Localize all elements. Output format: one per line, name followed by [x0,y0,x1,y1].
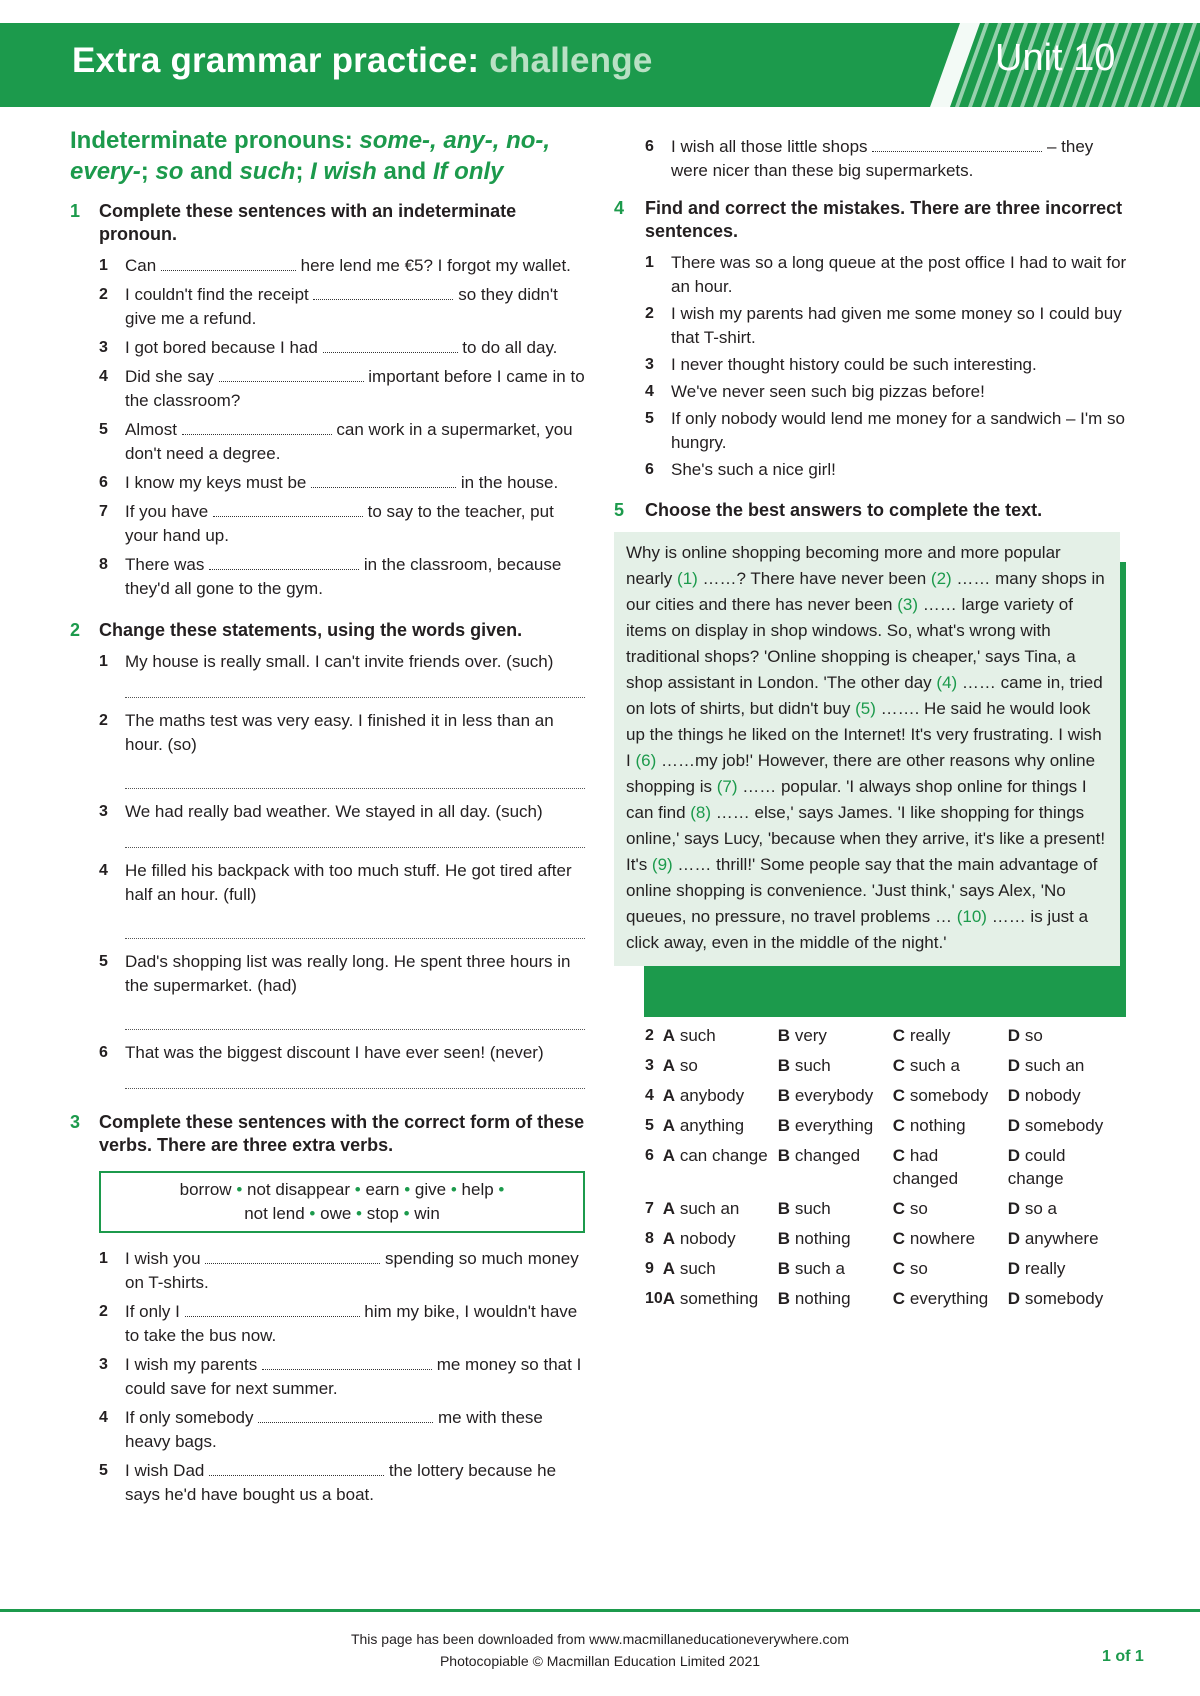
option-text: anything [679,1116,745,1135]
question-number: 7 [645,1200,654,1217]
footer-divider [0,1609,1200,1612]
title-highlight: challenge [489,41,653,80]
option-text: anywhere [1024,1229,1099,1248]
option-text: nothing [794,1229,851,1248]
option-letter: B [777,1086,791,1105]
answer-option-d[interactable] [1008,1114,1123,1144]
list-item: 5 I wish Dad the lottery because he says he'd have bought us a boat. [99,1461,557,1504]
answer-option-d[interactable] [1008,1054,1123,1084]
option-letter: C [892,1086,906,1105]
answer-option-b[interactable] [778,1054,893,1084]
title-main: Extra grammar practice: [72,41,480,80]
gap-number: (7) [716,777,738,796]
question-number: 10 [645,1290,663,1307]
answer-blank[interactable] [209,554,359,570]
answer-option-b[interactable] [778,1257,893,1287]
option-text: such an [1024,1056,1085,1075]
option-letter: A [662,1199,676,1218]
left-column [70,125,585,1512]
list-item: 1 There was so a long queue at the post office I had to wait for an hour. [645,253,1127,296]
option-letter: D [1007,1086,1021,1105]
option-text: such a [794,1259,845,1278]
answer-option-b[interactable] [778,1227,893,1257]
footer-copyright: Photocopiable © Macmillan Education Limited 2021 [439,1653,761,1669]
option-letter: C [892,1229,906,1248]
option-letter: D [1007,1289,1021,1308]
list-item: 4 We've never seen such big pizzas before! [645,382,985,401]
option-text: really [909,1026,951,1045]
list-item: 1 My house is really small. I can't invite friends over. (such) [99,650,585,698]
option-text: had changed [892,1146,959,1188]
list-item: 5 Dad's shopping list was really long. He spent three hours in the supermarket. (had) [99,950,585,1030]
option-text: everything [909,1289,989,1308]
option-letter: A [662,1289,676,1308]
list-item: 2 The maths test was very easy. I finished it in less than an hour. (so) [99,709,585,789]
option-text: changed [794,1146,861,1165]
list-item: 6 She's such a nice girl! [645,460,836,479]
answer-blank[interactable] [219,366,364,382]
option-text: such a [909,1056,960,1075]
gap-number: (10) [956,907,987,926]
option-text: such an [679,1199,740,1218]
list-item: 4 He filled his backpack with too much stuff. He got tired after half an hour. (full) [99,859,585,939]
option-text: such [794,1056,831,1075]
exercise-4-title: 4 Find and correct the mistakes. There are three incorrect sentences. [614,198,1123,241]
option-letter: B [777,1229,791,1248]
list-item: 2 If only I him my bike, I wouldn't have to take the bus now. [99,1302,578,1345]
option-letter: D [1007,1026,1021,1045]
answer-option-a[interactable] [663,1197,778,1227]
option-letter: A [662,1259,676,1278]
option-letter: B [777,1199,791,1218]
option-text: nowhere [909,1229,976,1248]
answer-blank[interactable] [161,255,296,271]
option-letter: C [892,1259,906,1278]
answer-option-a[interactable] [663,1227,778,1257]
option-letter: D [1007,1056,1021,1075]
gap-number: (2) [930,569,952,588]
answer-option-d[interactable] [1008,1197,1123,1227]
option-text: anybody [679,1086,745,1105]
options-row [614,1144,1123,1197]
exercise-3-items [99,1247,585,1507]
exercise-3-title: 3 Complete these sentences with the correct form of these verbs. There are three extra verbs. [70,1112,585,1155]
exercise-2-title: 2 Change these statements, using the words given. [70,620,523,640]
unit-label: Unit 10 [995,37,1116,79]
page-header [0,23,1200,107]
option-letter: A [662,1146,676,1165]
text-segment: Why is online shopping becoming more and more popular nearly [626,543,1061,588]
answer-option-c[interactable] [893,1227,1008,1257]
page-title [72,41,652,81]
answer-blank[interactable] [262,1354,432,1370]
list-item: 1 I wish you spending so much money on T-shirts. [99,1249,579,1292]
section-heading: Indeterminate pronouns: some-, any-, no-, every-; so and such; I wish and If only [70,127,551,185]
text-segment: ……? There have never been [697,569,931,588]
exercise-1-title: 1 Complete these sentences with an indeterminate pronoun. [70,201,517,244]
answer-blank[interactable] [258,1407,433,1423]
list-item: 4 Did she say important before I came in to the classroom? [99,367,585,410]
answer-line[interactable] [125,921,585,939]
option-letter: D [1007,1229,1021,1248]
list-item: 3 I never thought history could be such interesting. [645,355,1037,374]
answer-blank[interactable] [311,472,456,488]
list-item: 6 I know my keys must be in the house. [99,473,559,492]
question-number: 3 [645,1057,654,1074]
question-number: 5 [645,1117,654,1134]
option-letter: A [662,1116,676,1135]
answer-option-b[interactable] [778,1287,893,1317]
gap-number: (5) [855,699,876,718]
text-segment: …… thrill!' Some people say that the main advantage of online shopping is convenience. 'Just think,' says Alex, 'No queues, no pressure, no travel problems … [626,855,1098,926]
option-text: such [679,1026,716,1045]
option-letter: D [1007,1259,1021,1278]
right-column [614,135,1134,1317]
answer-option-c[interactable] [893,1197,1008,1227]
answer-option-a[interactable] [663,1054,778,1084]
answer-option-d[interactable] [1008,1227,1123,1257]
option-letter: D [1007,1199,1021,1218]
options-row [614,1114,1123,1144]
option-text: really [1024,1259,1066,1278]
list-item: 2 I couldn't find the receipt so they didn't give me a refund. [99,285,558,328]
text-segment: …… is just a click away, even in the middle of the night.' [626,907,1089,952]
option-letter: B [777,1259,791,1278]
answer-option-d[interactable] [1008,1024,1123,1054]
option-text: something [679,1289,759,1308]
answer-blank[interactable] [185,1301,360,1317]
option-text: so [679,1056,698,1075]
exercise-2-items [99,650,585,1089]
option-letter: D [1007,1116,1021,1135]
page-number: 1 of 1 [1102,1648,1144,1665]
option-text: nothing [794,1289,851,1308]
list-item: 2 I wish my parents had given me some money so I could buy that T-shirt. [645,304,1122,347]
question-number: 9 [645,1260,654,1277]
option-letter: C [892,1199,906,1218]
list-item: 6 I wish all those little shops – they were nicer than these big supermarkets. [645,137,1094,180]
question-number: 2 [645,1027,654,1044]
options-row [614,1257,1123,1287]
list-item: 3 I got bored because I had to do all day. [99,338,558,357]
answer-option-c[interactable] [893,1287,1008,1317]
answer-line[interactable] [125,1071,585,1089]
option-letter: B [777,1289,791,1308]
option-letter: A [662,1056,676,1075]
option-text: so [909,1259,928,1278]
answer-option-a[interactable] [663,1024,778,1054]
options-row [614,1227,1123,1257]
answer-option-d[interactable] [1008,1084,1123,1114]
option-text: somebody [1024,1289,1104,1308]
option-text: so [1024,1026,1043,1045]
text-segment: …… popular. 'I always shop online for things I can find [626,777,1087,822]
list-item: 3 I wish my parents me money so that I could save for next summer. [99,1355,582,1398]
gap-number: (4) [936,673,958,692]
answer-option-b[interactable] [778,1114,893,1144]
gap-number: (8) [690,803,712,822]
answer-blank[interactable] [313,284,453,300]
list-item: 5 If only nobody would lend me money for a sandwich – I'm so hungry. [645,409,1125,452]
answer-option-a[interactable] [663,1257,778,1287]
answer-blank[interactable] [323,337,458,353]
list-item: 8 There was in the classroom, because they'd all gone to the gym. [99,555,562,598]
option-text: everybody [794,1086,874,1105]
option-text: such [794,1199,831,1218]
option-text: nobody [1024,1086,1081,1105]
option-letter: A [662,1229,676,1248]
list-item: 4 If only somebody me with these heavy bags. [99,1408,543,1451]
word-box [99,1171,585,1233]
question-number: 4 [645,1087,654,1104]
answer-line[interactable] [125,830,585,848]
option-text: could change [1007,1146,1066,1188]
answer-option-a[interactable] [663,1084,778,1114]
option-text: everything [794,1116,874,1135]
exercise-5-title: 5 Choose the best answers to complete the text. [614,500,1043,520]
option-letter: C [892,1146,906,1165]
option-letter: D [1007,1146,1021,1165]
option-text: so a [1024,1199,1057,1218]
reading-text [614,532,1120,966]
gap-number: (3) [897,595,919,614]
answer-blank[interactable] [872,136,1042,152]
answer-option-a[interactable] [663,1114,778,1144]
answer-option-d[interactable] [1008,1257,1123,1287]
option-text: such [679,1259,716,1278]
text-segment: …… came in, tried on lots of shirts, but didn't buy [626,673,1103,718]
list-item: 7 If you have to say to the teacher, put your hand up. [99,502,554,545]
list-item: 1 Can here lend me €5? I forgot my wallet. [99,256,571,275]
gap-number: (1) [677,569,698,588]
option-letter: B [777,1026,791,1045]
exercise-4-items [645,251,1134,482]
answer-option-b[interactable] [778,1084,893,1114]
answer-option-d[interactable] [1008,1144,1123,1197]
option-text: nothing [909,1116,966,1135]
option-text: somebody [909,1086,989,1105]
answer-line[interactable] [125,1012,585,1030]
option-letter: B [777,1056,791,1075]
text-segment: ……. He said he would look up the things he liked on the Internet! It's very frustrating. I wish I [626,699,1102,770]
option-text: nobody [679,1229,736,1248]
answer-blank[interactable] [209,1460,384,1476]
answer-option-c[interactable] [893,1257,1008,1287]
answer-option-a[interactable] [663,1287,778,1317]
footer-download-note: This page has been downloaded from www.macmillaneducationeverywhere.com [350,1631,850,1647]
answer-line[interactable] [125,680,585,698]
answer-option-a[interactable] [663,1144,778,1197]
options-row [614,1287,1123,1317]
page-footer [0,1628,1200,1672]
option-letter: C [892,1289,906,1308]
answer-line[interactable] [125,771,585,789]
option-text: can change [679,1146,768,1165]
option-text: very [794,1026,827,1045]
option-letter: A [662,1086,676,1105]
gap-number: (6) [635,751,657,770]
word-box-line-2: not lend • owe • stop • win [244,1204,440,1223]
question-number: 8 [645,1230,654,1247]
answer-option-c[interactable] [893,1114,1008,1144]
exercise-1-items [99,254,585,601]
answer-option-b[interactable] [778,1197,893,1227]
option-text: so [909,1199,928,1218]
list-item: 6 That was the biggest discount I have ever seen! (never) [99,1041,585,1089]
question-number: 6 [645,1147,654,1164]
options-row [614,1024,1123,1054]
option-letter: B [777,1116,791,1135]
text-segment: …… large variety of items on display in shop windows. So, what's wrong with traditional shops? 'Online shopping is cheaper,' says Tina, a shop assistant in London. 'The other day [626,595,1076,692]
answer-option-d[interactable] [1008,1287,1123,1317]
answer-option-b[interactable] [778,1024,893,1054]
exercise-3-continued [645,135,1134,183]
text-segment: …… many shops in our cities and there has never been [626,569,1105,614]
answer-option-c[interactable] [893,1024,1008,1054]
option-letter: C [892,1116,906,1135]
list-item: 5 Almost can work in a supermarket, you don't need a degree. [99,420,573,463]
answer-option-c[interactable] [893,1084,1008,1114]
list-item: 3 We had really bad weather. We stayed in all day. (such) [99,800,585,848]
answer-blank[interactable] [182,419,332,435]
option-letter: B [777,1146,791,1165]
text-segment: ……my job!' However, there are other reasons why online shopping is [626,751,1096,796]
options-row [614,1197,1123,1227]
option-text: somebody [1024,1116,1104,1135]
option-letter: C [892,1026,906,1045]
option-letter: A [662,1026,676,1045]
reading-text-box [614,532,1134,966]
options-row [614,1054,1123,1084]
answer-option-b[interactable] [778,1144,893,1197]
gap-number: (9) [651,855,673,874]
option-letter: C [892,1056,906,1075]
text-segment: …… else,' says James. 'I like shopping for things online,' says Lucy, 'because when they arrive, it's like a present! It's [626,803,1106,874]
answer-option-c[interactable] [893,1144,1008,1197]
answer-blank[interactable] [205,1248,380,1264]
answer-option-c[interactable] [893,1054,1008,1084]
options-row [614,1084,1123,1114]
answer-options-table [614,994,1123,1317]
answer-blank[interactable] [213,501,363,517]
word-box-line-1: borrow • not disappear • earn • give • help • [179,1180,505,1199]
